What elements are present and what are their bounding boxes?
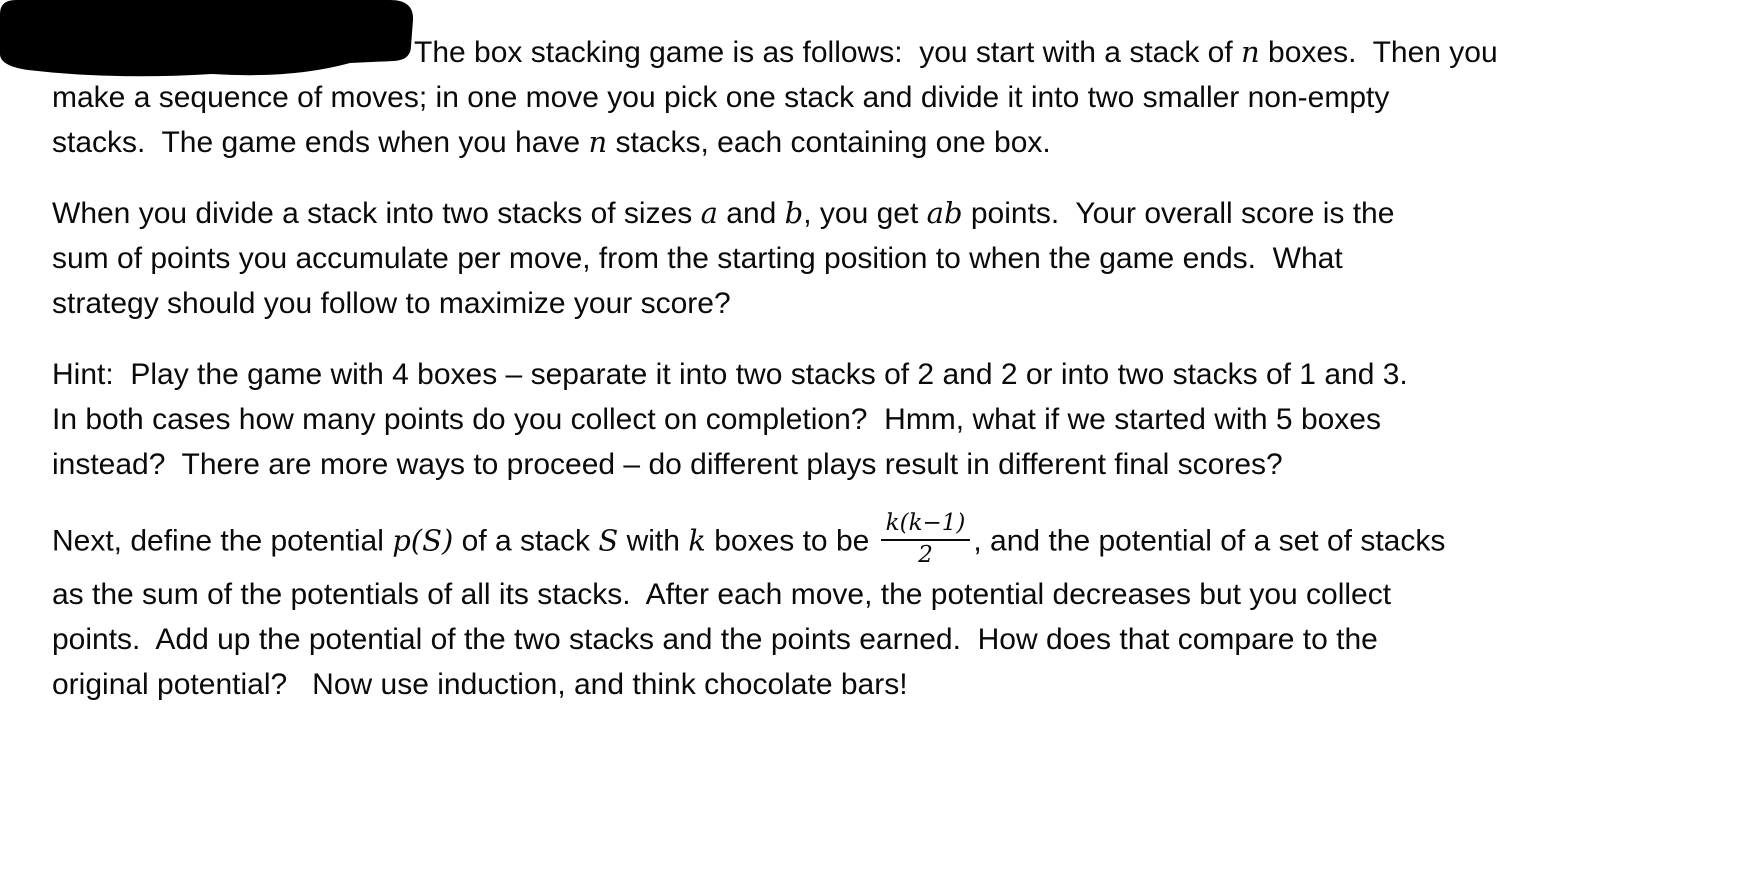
text-run: When you divide a stack into two stacks of sizes bbox=[52, 197, 701, 230]
text-run: and bbox=[717, 197, 785, 230]
text-run: with bbox=[618, 524, 689, 558]
text-line bbox=[52, 191, 1712, 236]
math-run: b bbox=[784, 196, 804, 230]
math-run: ab bbox=[926, 196, 963, 230]
text-line bbox=[52, 120, 1712, 165]
text-run: make a sequence of moves; in one move you pick one stack and divide it into two smaller non-empty bbox=[52, 81, 1390, 114]
text-line bbox=[52, 281, 1712, 326]
text-line bbox=[52, 662, 1712, 707]
text-run: boxes to be bbox=[705, 524, 878, 558]
fraction-denominator: 2 bbox=[918, 541, 933, 568]
fraction-numerator: k(k−1) bbox=[881, 510, 971, 541]
text-run: stacks, each containing one box. bbox=[607, 126, 1051, 159]
paragraph-2 bbox=[52, 191, 1712, 326]
text-run: instead? There are more ways to proceed – do different plays result in different final scores? bbox=[52, 448, 1283, 481]
math-run: k bbox=[688, 523, 706, 558]
text-run: , you get bbox=[803, 197, 927, 230]
text-run: boxes. Then you bbox=[1259, 36, 1498, 69]
paragraph-1 bbox=[52, 30, 1712, 165]
math-run: n bbox=[588, 125, 608, 159]
text-line bbox=[52, 236, 1712, 281]
fraction bbox=[881, 510, 971, 569]
text-line bbox=[52, 510, 1712, 572]
text-line bbox=[52, 572, 1712, 617]
text-run: sum of points you accumulate per move, from the starting position to when the game ends. What bbox=[52, 242, 1343, 275]
text-line bbox=[52, 75, 1712, 120]
text-run: points. Add up the potential of the two stacks and the points earned. How does that compare to the bbox=[52, 623, 1378, 657]
text-run: Next, define the potential bbox=[52, 524, 393, 558]
paragraph-3 bbox=[52, 352, 1712, 487]
math-run: n bbox=[1241, 35, 1260, 69]
text-run: Hint: Play the game with 4 boxes – separate it into two stacks of 2 and 2 or into two stacks of 1 and 3. bbox=[52, 358, 1408, 391]
document bbox=[52, 30, 1712, 733]
text-run: as the sum of the potentials of all its stacks. After each move, the potential decreases but you collect bbox=[52, 578, 1392, 612]
text-run: strategy should you follow to maximize your score? bbox=[52, 287, 731, 320]
text-line bbox=[52, 442, 1712, 487]
text-line bbox=[52, 352, 1712, 397]
text-run: stacks. The game ends when you have bbox=[52, 126, 589, 159]
text-run: , and the potential of a set of stacks bbox=[973, 524, 1446, 558]
paragraph-4 bbox=[52, 510, 1712, 707]
math-run: a bbox=[700, 196, 718, 230]
text-run: original potential? Now use induction, and think chocolate bars! bbox=[52, 668, 908, 702]
text-line bbox=[52, 30, 1712, 75]
math-run: S bbox=[598, 523, 619, 558]
text-line bbox=[52, 617, 1712, 662]
text-run: In both cases how many points do you collect on completion? Hmm, what if we started with 5 boxes bbox=[52, 403, 1381, 436]
text-run: The box stacking game is as follows: you start with a stack of bbox=[414, 36, 1242, 69]
math-run: p(S) bbox=[392, 523, 454, 558]
text-run: points. Your overall score is the bbox=[962, 197, 1395, 230]
text-line bbox=[52, 397, 1712, 442]
text-run: of a stack bbox=[453, 524, 599, 558]
